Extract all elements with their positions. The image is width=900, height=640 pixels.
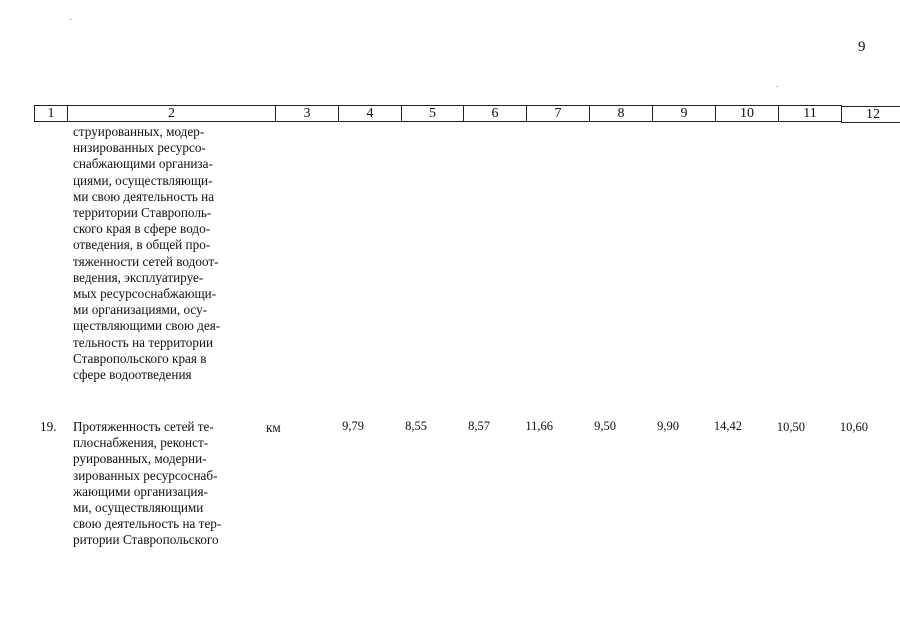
- row-19-value-col11: 10,50: [776, 420, 805, 434]
- text-line: свою деятельность на тер-: [73, 516, 222, 532]
- text-line: ществляющими свою дея-: [73, 318, 221, 334]
- scan-speck: [70, 19, 72, 20]
- header-cell-12: 12: [841, 106, 900, 123]
- text-line: территории Ставрополь-: [73, 205, 212, 221]
- text-line: тельность на территории: [73, 334, 214, 350]
- text-line: тяженности сетей водоот-: [73, 253, 219, 269]
- header-cell-3: 3: [275, 105, 339, 122]
- text-line: ского края в сфере водо-: [73, 221, 211, 237]
- table-header-row: [34, 105, 880, 122]
- text-line: руированных, модерни-: [73, 451, 207, 467]
- header-cell-2: 2: [67, 105, 276, 122]
- row-19-text: [73, 419, 241, 549]
- header-cell-1: 1: [34, 105, 68, 122]
- text-line: ритории Ставропольского: [73, 532, 219, 548]
- row-19-value-col4: 9,79: [342, 419, 364, 433]
- text-line: ведения, эксплуатируе-: [73, 269, 204, 285]
- row-19-number: 19.: [40, 419, 57, 434]
- text-line: низированных ресурсо-: [73, 140, 206, 156]
- text-line: мых ресурсоснабжающи-: [73, 286, 217, 302]
- continued-row-text: [73, 124, 241, 383]
- text-line: жающими организация-: [73, 483, 208, 499]
- text-line: плоснабжения, реконст-: [73, 435, 209, 451]
- text-line: сфере водоотведения: [73, 367, 192, 383]
- header-cell-6: 6: [463, 105, 527, 122]
- text-line: циями, осуществляющи-: [73, 172, 213, 188]
- row-19-value-col5: 8,55: [405, 419, 427, 433]
- text-line: Протяженность сетей те-: [73, 419, 214, 434]
- header-cell-9: 9: [652, 105, 716, 122]
- row-19-value-col6: 8,57: [468, 419, 490, 433]
- text-line: Ставропольского края в: [73, 350, 207, 366]
- header-cell-7: 7: [526, 105, 590, 122]
- text-line: ми свою деятельность на: [73, 188, 215, 204]
- text-line: струированных, модер-: [73, 124, 205, 139]
- row-19-value-col8: 9,50: [594, 419, 616, 433]
- header-cell-11: 11: [778, 105, 842, 122]
- header-cell-8: 8: [589, 105, 653, 122]
- scan-speck: [776, 86, 778, 87]
- header-cell-5: 5: [401, 105, 464, 122]
- row-19-unit: км: [266, 420, 281, 435]
- header-cell-10: 10: [715, 105, 779, 122]
- text-line: ми, осуществляющими: [73, 500, 204, 516]
- page-number: 9: [858, 39, 866, 55]
- text-line: снабжающими организа-: [73, 156, 213, 172]
- row-19-value-col12: 10,60: [839, 420, 868, 434]
- text-line: зированных ресурсоснаб-: [73, 467, 218, 483]
- header-cell-4: 4: [338, 105, 402, 122]
- text-line: отведения, в общей про-: [73, 237, 211, 253]
- row-19-value-col10: 14,42: [713, 419, 742, 433]
- text-line: ми организациями, осу-: [73, 302, 208, 318]
- row-19-value-col7: 11,66: [525, 419, 553, 433]
- row-19-value-col9: 9,90: [657, 419, 679, 433]
